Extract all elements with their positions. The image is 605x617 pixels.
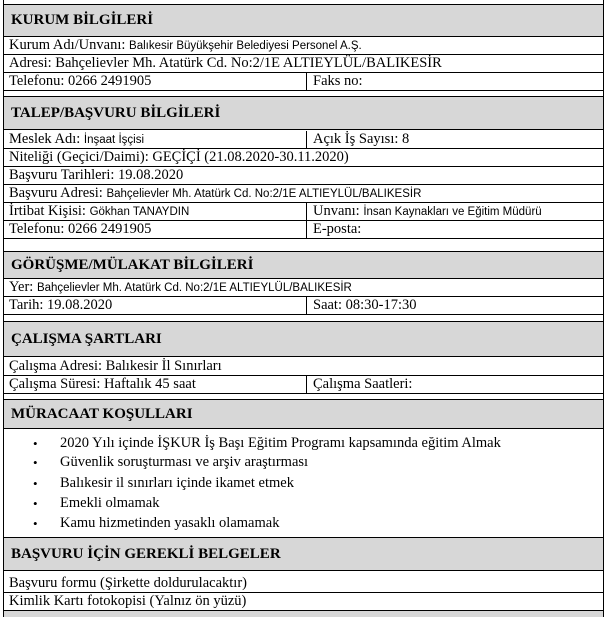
column-divider bbox=[306, 376, 307, 394]
belge-text: Kimlik Kartı fotokopisi (Yalnız ön yüzü) bbox=[9, 593, 247, 609]
niteligi: Niteliği (Geçici/Daimi): GEÇİÇİ (21.08.2020-30.11.2020) bbox=[9, 149, 349, 165]
kurum-adres: Adresi: Bahçelievler Mh. Atatürk Cd. No:2/1E ALTIEYLÜL/BALIKESİR bbox=[9, 55, 442, 71]
list-item bbox=[3, 475, 604, 493]
kurum-telefon: Telefonu: 0266 2491905 bbox=[9, 73, 152, 89]
table-right-border bbox=[603, 0, 604, 617]
calisma-suresi-row bbox=[3, 376, 604, 394]
column-divider bbox=[306, 221, 307, 239]
gorusme-saat: Saat: 08:30-17:30 bbox=[313, 297, 417, 313]
section-talep-header bbox=[3, 96, 604, 130]
section-title: MÜRACAAT KOŞULLARI bbox=[11, 406, 193, 422]
unvan-value: İnsan Kaynakları ve Eğitim Müdürü bbox=[363, 206, 542, 218]
condition-text: 2020 Yılı içinde İŞKUR İş Başı Eğitim Programı kapsamında eğitim Almak bbox=[60, 435, 501, 451]
talep-telefon-row bbox=[3, 221, 604, 239]
meslek-label: Meslek Adı: bbox=[9, 131, 84, 147]
niteligi-row bbox=[3, 149, 604, 167]
job-posting-form bbox=[3, 0, 604, 617]
section-muracaat-header bbox=[3, 399, 604, 429]
kurum-adi-label: Kurum Adı/Unvanı: bbox=[9, 37, 130, 53]
table-left-border bbox=[3, 0, 4, 617]
basvuru-tarihleri-row bbox=[3, 167, 604, 185]
condition-text: Emekli olmamak bbox=[60, 495, 160, 511]
condition-text: Balıkesir il sınırları içinde ikamet etmek bbox=[60, 475, 294, 491]
section-belgeler-header bbox=[3, 537, 604, 571]
section-kurum-header bbox=[3, 4, 604, 37]
list-item bbox=[3, 435, 604, 453]
unvan-label: Unvanı: bbox=[313, 203, 364, 219]
kurum-adi-row bbox=[3, 37, 604, 55]
bullet: • bbox=[33, 496, 38, 511]
section-gorusme-header bbox=[3, 251, 604, 279]
meslek-value: İnşaat İşçisi bbox=[83, 134, 144, 146]
section-title: ÇALIŞMA ŞARTLARI bbox=[11, 331, 162, 347]
belge-row bbox=[3, 593, 604, 611]
talep-telefon: Telefonu: 0266 2491905 bbox=[9, 221, 152, 237]
basvuru-tarihleri: Başvuru Tarihleri: 19.08.2020 bbox=[9, 167, 184, 183]
gorusme-tarih-row bbox=[3, 297, 604, 315]
basvuru-adresi-row bbox=[3, 185, 604, 203]
condition-text: Kamu hizmetinden yasaklı olamamak bbox=[60, 515, 280, 531]
eposta: E-posta: bbox=[313, 221, 362, 237]
condition-text: Güvenlik soruşturması ve arşiv araştırması bbox=[60, 454, 309, 470]
gorusme-tarih: Tarih: 19.08.2020 bbox=[9, 297, 113, 313]
bullet: • bbox=[33, 436, 38, 451]
bullet: • bbox=[33, 476, 38, 491]
section-title: KURUM BİLGİLERİ bbox=[11, 12, 154, 28]
belge-text: Başvuru formu (Şirkette doldurulacaktır) bbox=[9, 575, 247, 591]
basvuru-adresi-value: Bahçelievler Mh. Atatürk Cd. No:2/1E ALTIEYLÜL/BALIKESİR bbox=[106, 188, 422, 200]
yer-value: Bahçelievler Mh. Atatürk Cd. No:2/1E ALTIEYLÜL/BALIKESİR bbox=[36, 282, 352, 294]
calisma-saatleri: Çalışma Saatleri: bbox=[313, 376, 413, 392]
irtibat-label: İrtibat Kişisi: bbox=[9, 203, 90, 219]
section-calisma-header bbox=[3, 321, 604, 357]
section-title: GÖRÜŞME/MÜLAKAT BİLGİLERİ bbox=[11, 257, 254, 273]
calisma-adresi: Çalışma Adresi: Balıkesir İl Sınırları bbox=[9, 358, 222, 374]
yer-label: Yer: bbox=[9, 279, 37, 295]
meslek-row bbox=[3, 131, 604, 149]
column-divider bbox=[306, 297, 307, 315]
list-item bbox=[3, 454, 604, 472]
kurum-faks: Faks no: bbox=[313, 73, 363, 89]
kurum-telefon-row bbox=[3, 73, 604, 91]
irtibat-row bbox=[3, 203, 604, 221]
calisma-suresi: Çalışma Süresi: Haftalık 45 saat bbox=[9, 376, 196, 392]
basvuru-adresi-label: Başvuru Adresi: bbox=[9, 185, 107, 201]
section-title: TALEP/BAŞVURU BİLGİLERİ bbox=[11, 105, 221, 121]
list-item bbox=[3, 515, 604, 533]
list-item bbox=[3, 495, 604, 513]
kurum-adres-row bbox=[3, 55, 604, 73]
acik-is-sayisi: Açık İş Sayısı: 8 bbox=[313, 131, 410, 147]
kurum-adi-value: Balıkesir Büyükşehir Belediyesi Personel A.Ş. bbox=[129, 40, 362, 52]
bullet: • bbox=[33, 455, 38, 470]
irtibat-value: Gökhan TANAYDIN bbox=[89, 206, 190, 218]
footer-shading bbox=[3, 611, 604, 617]
column-divider bbox=[306, 73, 307, 91]
calisma-adresi-row bbox=[3, 358, 604, 376]
section-title: BAŞVURU İÇİN GEREKLİ BELGELER bbox=[11, 546, 281, 562]
column-divider bbox=[306, 131, 307, 149]
column-divider bbox=[306, 203, 307, 221]
gorusme-yer-row bbox=[3, 279, 604, 297]
belge-row bbox=[3, 575, 604, 593]
bullet: • bbox=[33, 516, 38, 531]
